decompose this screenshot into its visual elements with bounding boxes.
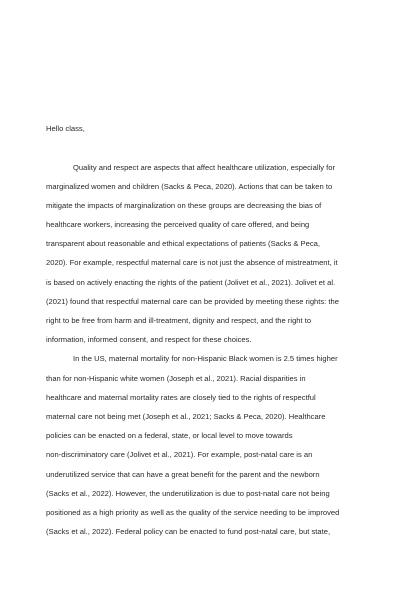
paragraph-1-line: mitigate the impacts of marginalization on these groups are decreasing the bias of	[46, 200, 322, 210]
paragraph-1-line: (2021) found that respectful maternal care can be provided by meeting these rights: the	[46, 296, 339, 306]
paragraph-2-line: In the US, maternal mortality for non-Hispanic Black women is 2.5 times higher	[73, 354, 338, 364]
paragraph-1-line: healthcare workers, increasing the perceived quality of care offered, and being	[46, 220, 310, 230]
paragraph-1-line: 2020). For example, respectful maternal care is not just the absence of mistreatment, it	[46, 258, 338, 268]
document-body	[46, 163, 366, 547]
paragraph-2-line: maternal care not being met (Joseph et al., 2021; Sacks & Peca, 2020). Healthcare	[46, 411, 326, 421]
paragraph-2-line: healthcare and maternal mortality rates are closely tied to the rights of respectful	[46, 392, 316, 402]
paragraph-2-line: than for non-Hispanic white women (Joseph et al., 2021). Racial disparities in	[46, 373, 306, 383]
paragraph-1-line: information, informed consent, and respect for these choices.	[46, 335, 252, 345]
paragraph-2-line: non-discriminatory care (Jolivet et al., 2021). For example, post-natal care is an	[46, 450, 313, 460]
paragraph-1-line: Quality and respect are aspects that affect healthcare utilization, especially for	[73, 162, 335, 172]
paragraph-1-line: is based on actively enacting the rights of the patient (Jolivet et al., 2021). Jolivet et al.	[46, 277, 336, 287]
paragraph-1-line: transparent about reasonable and ethical expectations of patients (Sacks & Peca,	[46, 239, 320, 249]
paragraph-2-line: policies can be enacted on a federal, state, or local level to move towards	[46, 431, 293, 441]
greeting: Hello class,	[46, 124, 85, 133]
paragraph-2-line: underutilized service that can have a great benefit for the parent and the newborn	[46, 469, 320, 479]
paragraph-2-line: (Sacks et al., 2022). Federal policy can be enacted to fund post-natal care, but state,	[46, 527, 331, 537]
paragraph-2-line: (Sacks et al., 2022). However, the underutilization is due to post-natal care not being	[46, 488, 330, 498]
paragraph-1-line: right to be free from harm and ill-treatment, dignity and respect, and the right to	[46, 316, 312, 325]
paragraph-2-line: positioned as a high priority as well as the quality of the service needing to be improved	[46, 507, 340, 517]
paragraph-1-line: marginalized women and children (Sacks & Peca, 2020). Actions that can be taken to	[46, 181, 333, 191]
